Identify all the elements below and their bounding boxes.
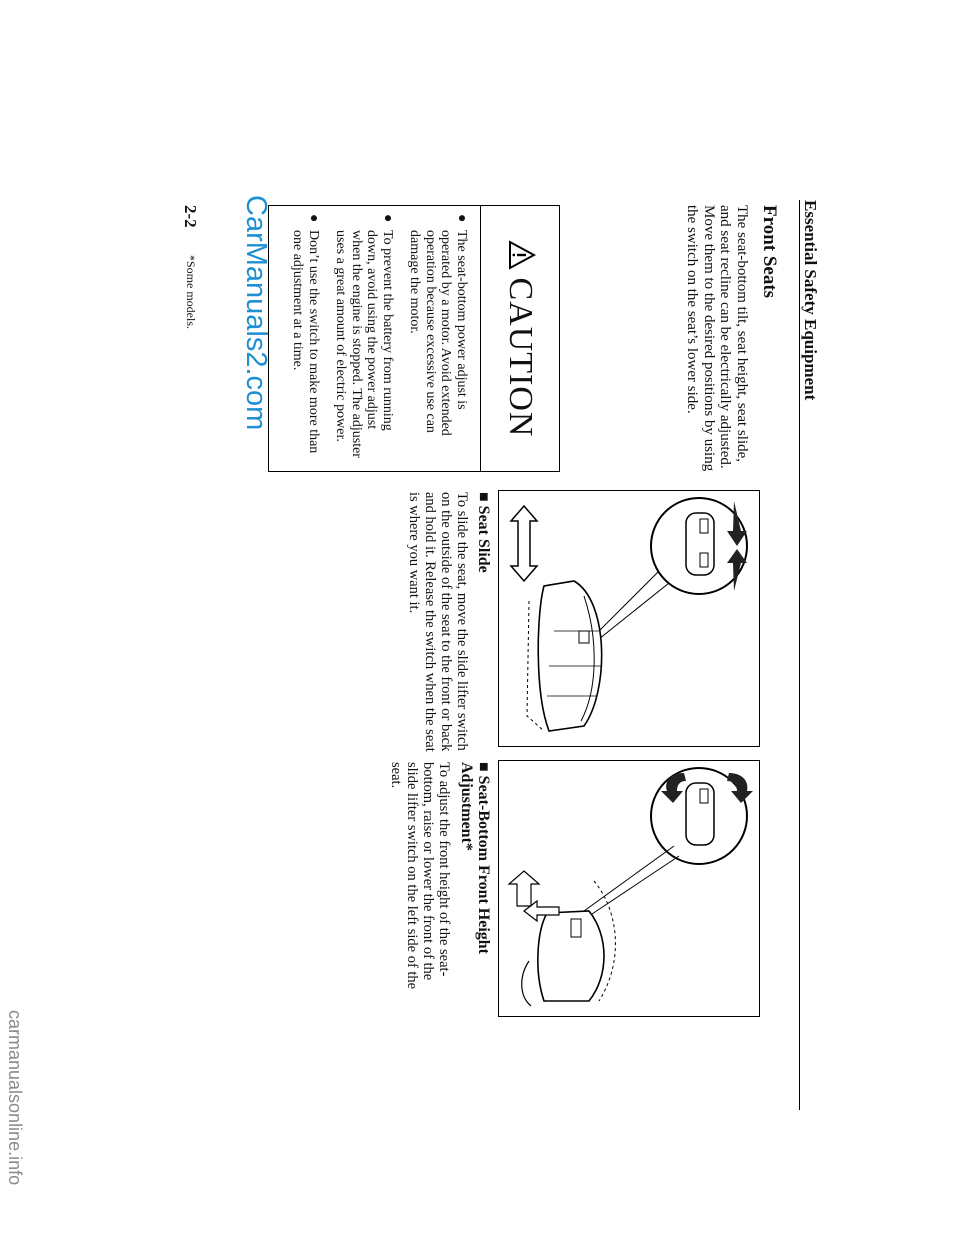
caution-item [333,214,395,459]
warning-triangle-icon [504,240,537,270]
caution-item [407,214,469,459]
bullet-icon: ● [306,214,321,223]
seat-height-title: ■ Seat-Bottom Front Height Adjustment* [458,762,492,955]
seat-height-illustration [498,760,760,1017]
seat-slide-title: ■ Seat Slide [475,492,492,573]
caution-item [290,214,321,459]
seat-slide-body: To slide the seat, move the slide lifter switch on the outside of the seat to the front or back and hold it. Release the switch when the seat is where you want it. [406,492,470,752]
seat-height-body: To adjust the front height of the seat-bottom, raise or lower the front of the slide lifter switch on the left side of the seat. [388,762,452,990]
caution-item-text: Don’t use the switch to make more than one adjustment at a time. [290,230,321,454]
header-title: Essential Safety Equipment [801,200,820,401]
caution-box [268,205,560,472]
footnote: *Some models. [184,255,198,329]
caution-header [480,206,559,471]
site-footer: carmanualsonline.info [5,1010,25,1186]
section-title: Front Seats [759,205,780,299]
intro-paragraph: The seat-bottom tilt, seat height, seat slide, and seat recline can be electrically adjusted. Move them to the desired positions by using the switch on the seat’s lower side. [684,205,750,472]
bullet-icon: ● [380,214,395,223]
caution-label: CAUTION [502,277,539,438]
header-rule [799,200,800,1110]
caution-item-text: To prevent the battery from running down, avoid using the power adjust when the engine is stopped. The adjuster uses a great amount of electric power. [333,230,395,458]
caution-list [278,214,469,459]
seat-slide-illustration [498,490,760,747]
watermark-text: CarManuals2.com [240,195,272,431]
bullet-icon: ● [454,214,469,223]
page-number: 2-2 [181,205,200,228]
caution-item-text: The seat-bottom power adjust is operated by a motor. Avoid extended operation because excessive use can damage the motor. [407,230,469,436]
